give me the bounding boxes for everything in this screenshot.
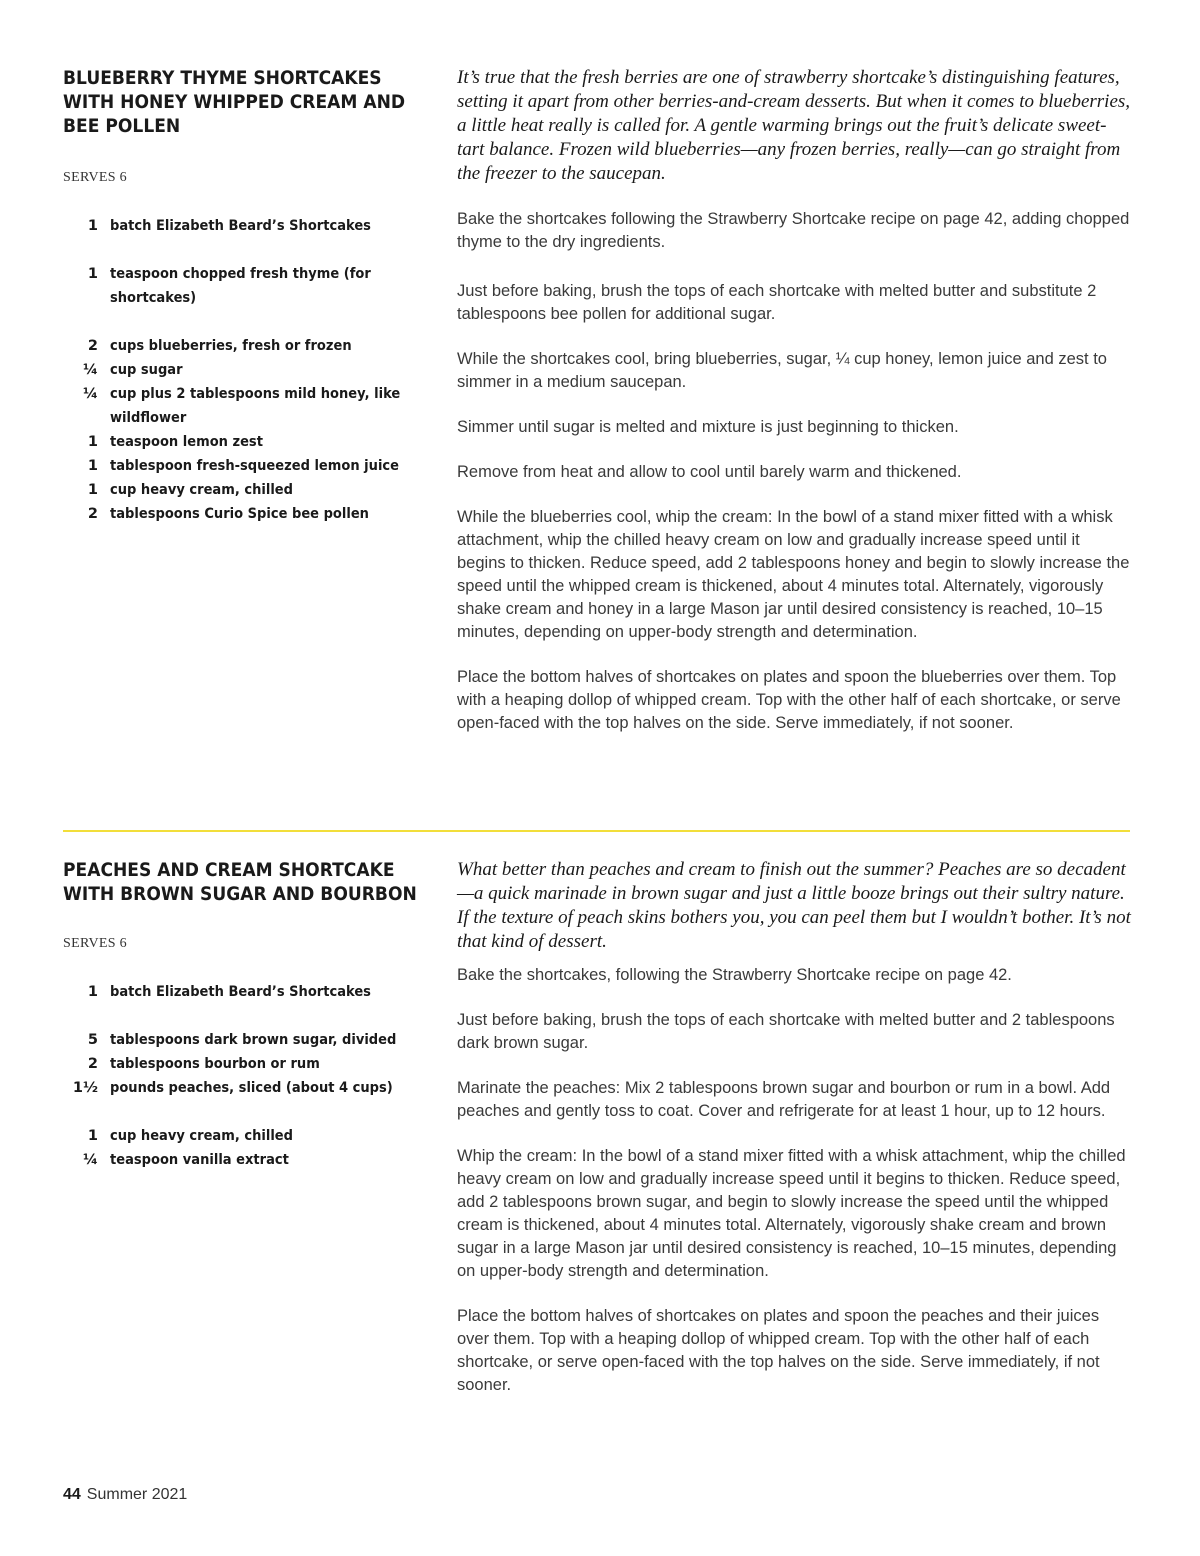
recipe-step: Simmer until sugar is melted and mixture is just beginning to thicken. [457, 418, 959, 436]
ingredient-item [63, 1052, 438, 1076]
ingredient-text: batch Elizabeth Beard’s Shortcakes [110, 984, 371, 1000]
recipe-title: BLUEBERRY THYME SHORTCAKES WITH HONEY WHIPPED CREAM AND BEE POLLEN [63, 67, 406, 137]
serves-label: SERVES 6 [63, 936, 127, 951]
recipe-step: Bake the shortcakes, following the Strawberry Shortcake recipe on page 42. [457, 966, 1012, 984]
ingredient-qty: 1 [87, 458, 98, 474]
ingredient-qty: 2 [87, 338, 98, 354]
recipe-step: Just before baking, brush the tops of each shortcake with melted butter and 2 tablespoons dark brown sugar. [457, 1011, 1115, 1052]
ingredient-qty: 1 [87, 482, 98, 498]
ingredient-item [63, 1028, 438, 1052]
ingredient-qty: ¼ [82, 362, 98, 378]
ingredient-qty: 1 [87, 434, 98, 450]
recipe-title: PEACHES AND CREAM SHORTCAKE WITH BROWN SUGAR AND BOURBON [63, 859, 417, 905]
recipe-intro: What better than peaches and cream to finish out the summer? Peaches are so decadent—a quick marinade in brown sugar and just a little booze brings out their sultry nature. If the texture of peach skins bothers you, you can peel them but I wouldn’t bother. It’s not that kind of dessert. [457, 859, 1131, 952]
page-number: 44 [63, 1486, 81, 1503]
recipe-step: Place the bottom halves of shortcakes on plates and spoon the blueberries over them. Top with a heaping dollop of whipped cream. Top with the other half of each shortcake, or serve open-faced with the top halves on the side. Serve immediately, if not sooner. [457, 668, 1121, 732]
recipe-step: Place the bottom halves of shortcakes on plates and spoon the peaches and their juices over them. Top with a heaping dollop of whipped cream. Top with the other half of each shortcake, or serve open-faced with the top halves on the side. Serve immediately, if not sooner. [457, 1307, 1100, 1394]
ingredient-item [63, 1076, 438, 1100]
ingredient-qty: 2 [87, 506, 98, 522]
recipe-step: Remove from heat and allow to cool until barely warm and thickened. [457, 463, 962, 481]
recipe-method-column [457, 66, 1131, 735]
ingredient-item [63, 1124, 438, 1148]
ingredient-item [63, 334, 438, 358]
ingredient-qty: 5 [87, 1032, 98, 1048]
ingredient-item [63, 502, 438, 526]
recipe-step: While the shortcakes cool, bring blueberries, sugar, ¼ cup honey, lemon juice and zest to simmer in a medium saucepan. [457, 350, 1107, 391]
ingredient-item [63, 214, 438, 238]
ingredient-qty: ¼ [82, 1152, 98, 1168]
ingredient-text: pounds peaches, sliced (about 4 cups) [110, 1080, 393, 1096]
ingredient-qty: ¼ [82, 386, 98, 402]
ingredient-text: teaspoon chopped fresh thyme (for shortcakes) [110, 266, 371, 306]
ingredient-list [63, 980, 438, 1172]
ingredient-item [63, 382, 438, 430]
ingredient-item [63, 478, 438, 502]
ingredient-qty: 2 [87, 1056, 98, 1072]
ingredient-text: cup sugar [110, 362, 183, 378]
section-divider [63, 830, 1130, 832]
issue-label: Summer 2021 [86, 1486, 188, 1503]
ingredient-item [63, 1148, 438, 1172]
ingredient-qty: 1 [87, 1128, 98, 1144]
serves-label: SERVES 6 [63, 170, 127, 185]
ingredient-text: tablespoons bourbon or rum [110, 1056, 320, 1072]
recipe-step: Marinate the peaches: Mix 2 tablespoons brown sugar and bourbon or rum in a bowl. Add peaches and gently toss to coat. Cover and refrigerate for at least 1 hour, up to 12 hours. [457, 1079, 1111, 1120]
ingredient-list [63, 214, 438, 526]
recipe-intro: It’s true that the fresh berries are one of strawberry shortcake’s distinguishing features, setting it apart from other berries-and-cream desserts. But when it comes to blueberries, a little heat really is called for. A gentle warming brings out the fruit’s delicate sweet-tart balance. Frozen wild blueberries—any frozen berries, really—can go straight from the freezer to the saucepan. [457, 67, 1131, 184]
recipe-step: Bake the shortcakes following the Strawberry Shortcake recipe on page 42, adding chopped thyme to the dry ingredients. [457, 210, 1130, 251]
ingredient-item [63, 262, 438, 310]
recipe-step: Just before baking, brush the tops of each shortcake with melted butter and substitute 2 tablespoons bee pollen for additional sugar. [457, 282, 1097, 323]
ingredient-item [63, 980, 438, 1004]
ingredient-item [63, 454, 438, 478]
recipe-step: Whip the cream: In the bowl of a stand mixer fitted with a whisk attachment, whip the chilled heavy cream on low and gradually increase speed until it begins to thicken. Reduce speed, add 2 tablespoons brown sugar, and begin to slowly increase the speed until the whipped cream is thickened, about 4 minutes total. Alternately, vigorously shake cream and brown sugar in a large Mason jar until desired consistency is reached, 10–15 minutes, depending on upper-body strength and determination. [457, 1147, 1126, 1280]
ingredient-qty: 1½ [72, 1080, 98, 1096]
recipe-ingredients-column [63, 66, 438, 526]
ingredient-item [63, 430, 438, 454]
ingredient-text: cup heavy cream, chilled [110, 1128, 293, 1144]
ingredient-text: tablespoons dark brown sugar, divided [110, 1032, 397, 1048]
ingredient-text: teaspoon lemon zest [110, 434, 263, 450]
ingredient-item [63, 358, 438, 382]
ingredient-qty: 1 [87, 984, 98, 1000]
ingredient-text: cup plus 2 tablespoons mild honey, like wildflower [110, 386, 401, 426]
ingredient-text: tablespoons Curio Spice bee pollen [110, 506, 369, 522]
recipe-method-column [457, 858, 1131, 1397]
recipe-step: While the blueberries cool, whip the cream: In the bowl of a stand mixer fitted with a whisk attachment, whip the chilled heavy cream on low and gradually increase speed until it begins to thicken. Reduce speed, add 2 tablespoons honey and begin to slowly increase the speed until the whipped cream is thickened, about 4 minutes total. Alternately, vigorously shake cream and honey in a large Mason jar until desired consistency is reached, 10–15 minutes, depending on upper-body strength and determination. [457, 508, 1130, 641]
ingredient-text: batch Elizabeth Beard’s Shortcakes [110, 218, 371, 234]
ingredient-qty: 1 [87, 266, 98, 282]
ingredient-text: cups blueberries, fresh or frozen [110, 338, 352, 354]
ingredient-text: cup heavy cream, chilled [110, 482, 293, 498]
recipe-ingredients-column [63, 858, 438, 1172]
page-footer [63, 1486, 187, 1504]
ingredient-text: teaspoon vanilla extract [110, 1152, 289, 1168]
ingredient-text: tablespoon fresh-squeezed lemon juice [110, 458, 400, 474]
ingredient-qty: 1 [87, 218, 98, 234]
